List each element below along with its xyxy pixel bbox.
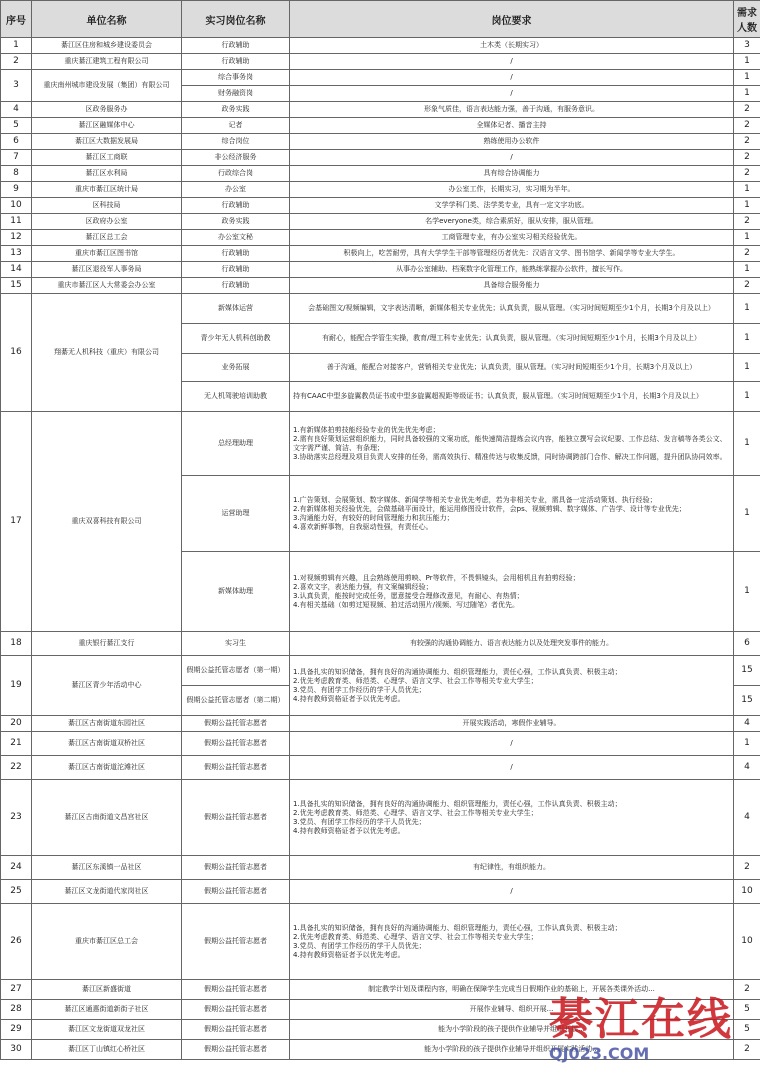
cell-unit: 重庆綦江建筑工程有限公司 <box>32 54 182 70</box>
cell-seq: 2 <box>1 54 32 70</box>
table-row <box>1 214 760 230</box>
cell-requirements <box>290 632 734 656</box>
cell-requirements <box>290 732 734 756</box>
cell-unit: 重庆南州城市建设发展（集团）有限公司 <box>32 70 182 102</box>
requirement-line: 3.认真负责，能按时完成任务，愿意接受合理修改意见，有耐心、有热情； <box>293 591 524 600</box>
cell-unit: 区科技局 <box>32 198 182 214</box>
cell-count: 1 <box>734 354 760 382</box>
cell-seq: 27 <box>1 980 32 1000</box>
cell-count: 2 <box>734 980 760 1000</box>
cell-count: 4 <box>734 756 760 780</box>
requirement-line: 积极向上，吃苦耐劳，具有大学学生干部等管理经历者优先：汉语言文学、图书馆学、新闻学等专业大学生。 <box>343 249 680 257</box>
cell-requirements <box>290 904 734 980</box>
cell-requirements <box>290 182 734 198</box>
table-row <box>1 166 760 182</box>
cell-count: 4 <box>734 780 760 856</box>
cell-unit: 綦江区融媒体中心 <box>32 118 182 134</box>
table-row <box>1 716 760 732</box>
cell-seq: 7 <box>1 150 32 166</box>
cell-unit: 綦江区古南街道双桥社区 <box>32 732 182 756</box>
table-row <box>1 230 760 246</box>
requirement-line: 4.持有教师资格证者予以优先考虑。 <box>293 694 405 703</box>
cell-position: 办公室文秘 <box>182 230 290 246</box>
cell-requirements <box>290 214 734 230</box>
cell-unit: 重庆市綦江区图书馆 <box>32 246 182 262</box>
cell-requirements <box>290 382 734 412</box>
header-seq: 序号 <box>1 1 32 38</box>
cell-requirements <box>290 38 734 54</box>
requirement-line: 具备综合服务能力 <box>483 281 540 289</box>
cell-unit: 重庆双喜科技有限公司 <box>32 412 182 632</box>
table-row <box>1 118 760 134</box>
cell-requirements <box>290 166 734 182</box>
requirement-line: 工商管理专业，有办公室实习相关经验优先。 <box>441 233 582 241</box>
cell-count: 1 <box>734 262 760 278</box>
cell-position: 假期公益托管志愿者 <box>182 756 290 780</box>
cell-count: 15 <box>734 656 760 686</box>
cell-seq: 26 <box>1 904 32 980</box>
cell-count: 1 <box>734 324 760 354</box>
cell-unit: 綦江区古南街道东园社区 <box>32 716 182 732</box>
cell-count: 5 <box>734 1000 760 1020</box>
cell-count: 2 <box>734 134 760 150</box>
cell-requirements <box>290 476 734 552</box>
cell-unit: 綦江区大数据发展局 <box>32 134 182 150</box>
cell-requirements <box>290 134 734 150</box>
cell-seq: 8 <box>1 166 32 182</box>
cell-count: 2 <box>734 214 760 230</box>
cell-count: 1 <box>734 182 760 198</box>
cell-unit: 区政务服务办 <box>32 102 182 118</box>
table-row <box>1 262 760 278</box>
table-row <box>1 780 760 856</box>
cell-requirements <box>290 1040 734 1060</box>
watermark-brand: 綦江在线 <box>549 994 733 1045</box>
cell-unit: 重庆市綦江区人大常委会办公室 <box>32 278 182 294</box>
cell-count: 2 <box>734 1040 760 1060</box>
cell-count: 2 <box>734 246 760 262</box>
requirement-line: 1.对视频剪辑有兴趣，且会熟练使用剪映、Pr等软件，不畏惧镜头，会用相机且有拍剪经验； <box>293 573 580 582</box>
cell-position: 政务实践 <box>182 214 290 230</box>
cell-seq: 5 <box>1 118 32 134</box>
cell-requirements <box>290 324 734 354</box>
table-row <box>1 732 760 756</box>
cell-requirements <box>290 230 734 246</box>
requirement-line: 形象气质佳，语言表达能力强，善于沟通，有服务意识。 <box>424 105 599 113</box>
requirement-line: 具有综合协调能力 <box>483 169 540 177</box>
requirement-line: 3.党员、有团学工作经历的学干人员优先； <box>293 817 426 826</box>
requirement-line: 2.优先考虑教育类、师范类、心理学、语言文学、社会工作等相关专业大学生； <box>293 932 538 941</box>
cell-requirements <box>290 856 734 880</box>
cell-position: 政务实践 <box>182 102 290 118</box>
requirement-line: 2.有新媒体相关经验优先，会做基础平面设计，能运用修图设计软件，会ps、视频剪辑、数字媒体、广告学、设计等专业优先； <box>293 504 686 513</box>
cell-requirements <box>290 294 734 324</box>
cell-seq: 28 <box>1 1000 32 1020</box>
table-row <box>1 656 760 686</box>
cell-seq: 3 <box>1 70 32 102</box>
cell-requirements <box>290 756 734 780</box>
cell-count: 1 <box>734 70 760 86</box>
cell-unit: 綦江区青少年活动中心 <box>32 656 182 716</box>
cell-count: 1 <box>734 86 760 102</box>
requirement-line: 2.优先考虑教育类、师范类、心理学、语言文学、社会工作等相关专业大学生； <box>293 808 538 817</box>
cell-position: 行政辅助 <box>182 262 290 278</box>
header-row <box>1 1 760 38</box>
cell-unit: 綦江区总工会 <box>32 230 182 246</box>
table-row <box>1 182 760 198</box>
cell-requirements <box>290 198 734 214</box>
cell-count: 10 <box>734 904 760 980</box>
table-row <box>1 38 760 54</box>
cell-seq: 15 <box>1 278 32 294</box>
table-row <box>1 54 760 70</box>
cell-position: 行政辅助 <box>182 278 290 294</box>
table-row <box>1 880 760 904</box>
header-position: 实习岗位名称 <box>182 1 290 38</box>
table-row <box>1 856 760 880</box>
cell-count: 4 <box>734 716 760 732</box>
cell-unit: 翔綦无人机科技（重庆）有限公司 <box>32 294 182 412</box>
cell-position: 假期公益托管志愿者 <box>182 716 290 732</box>
cell-seq: 14 <box>1 262 32 278</box>
cell-position: 行政辅助 <box>182 198 290 214</box>
cell-unit: 重庆市綦江区统计局 <box>32 182 182 198</box>
cell-requirements <box>290 54 734 70</box>
header-count: 需求人数 <box>734 1 760 38</box>
cell-position: 记者 <box>182 118 290 134</box>
cell-requirements <box>290 980 734 1000</box>
requirement-line: 2.需有良好策划运营组织能力，同时具备较强的文案功底，能快速简洁提炼会议内容，能独立撰写会议纪要、工作总结、发言稿等各类公文、文字需严谨、简洁、有条理； <box>293 434 727 452</box>
cell-seq: 6 <box>1 134 32 150</box>
requirement-line: 文学学科门类、法学类专业，具有一定文字功底。 <box>434 201 589 209</box>
cell-count: 2 <box>734 102 760 118</box>
cell-count: 2 <box>734 118 760 134</box>
cell-position: 行政综合岗 <box>182 166 290 182</box>
cell-unit: 綦江区水利局 <box>32 166 182 182</box>
requirement-line: 1.具备扎实的知识储备，拥有良好的沟通协调能力、组织管理能力，责任心强，工作认真负责、积极主动； <box>293 799 622 808</box>
table-row <box>1 294 760 324</box>
cell-seq: 21 <box>1 732 32 756</box>
cell-requirements <box>290 716 734 732</box>
cell-unit: 綦江区丁山镇红心桥社区 <box>32 1040 182 1060</box>
requirement-line: 会基础图文/视频编辑，文字表达清晰，新媒体相关专业优先；认真负责，服从管理。（实习时间短期至少1个月，长期3个月及以上） <box>308 304 715 312</box>
cell-unit: 綦江区文龙街道代家岗社区 <box>32 880 182 904</box>
requirement-line: 1.有新媒体拍剪技能经验专业的优先优先考虑； <box>293 425 440 434</box>
table-row <box>1 134 760 150</box>
cell-position: 非公经济服务 <box>182 150 290 166</box>
cell-seq: 10 <box>1 198 32 214</box>
requirement-line: 善于沟通，能配合对接客户，营销相关专业优先；认真负责，服从管理。（实习时间短期至少1个月，长期3个月及以上） <box>326 363 697 371</box>
requirement-line: / <box>510 739 513 747</box>
cell-seq: 24 <box>1 856 32 880</box>
cell-seq: 23 <box>1 780 32 856</box>
cell-seq: 9 <box>1 182 32 198</box>
cell-seq: 17 <box>1 412 32 632</box>
requirement-line: / <box>510 57 513 65</box>
requirement-line: 有纪律性，有组织能力。 <box>473 863 550 871</box>
cell-count: 1 <box>734 382 760 412</box>
requirement-line: 从事办公室辅助、档案数字化管理工作，能熟练掌握办公软件，擅长写作。 <box>396 265 627 273</box>
cell-position: 假期公益托管志愿者（第一期） <box>182 656 290 686</box>
cell-position: 新媒体助理 <box>182 552 290 632</box>
cell-position: 假期公益托管志愿者 <box>182 732 290 756</box>
cell-position: 业务拓展 <box>182 354 290 382</box>
requirement-line: 持有CAAC中型多旋翼教员证书或中型多旋翼超视距等级证书；认真负责，服从管理。（实习时间短期至少1个月，长期3个月及以上） <box>293 392 703 400</box>
cell-seq: 18 <box>1 632 32 656</box>
table-row <box>1 1020 760 1040</box>
cell-count: 2 <box>734 166 760 182</box>
cell-seq: 4 <box>1 102 32 118</box>
cell-position: 新媒体运营 <box>182 294 290 324</box>
cell-unit: 綦江区东溪镇一品社区 <box>32 856 182 880</box>
requirement-line: 4.持有教师资格证者予以优先考虑。 <box>293 950 405 959</box>
cell-unit: 綦江区通惠街道新街子社区 <box>32 1000 182 1020</box>
cell-unit: 重庆市綦江区总工会 <box>32 904 182 980</box>
requirement-line: 名学everyone类，综合素质好，服从安排，服从管理。 <box>425 217 598 225</box>
cell-position: 行政辅助 <box>182 38 290 54</box>
cell-seq: 20 <box>1 716 32 732</box>
cell-count: 2 <box>734 150 760 166</box>
cell-seq: 30 <box>1 1040 32 1060</box>
cell-seq: 22 <box>1 756 32 780</box>
cell-position: 假期公益托管志愿者 <box>182 1000 290 1020</box>
cell-position: 青少年无人机科创助教 <box>182 324 290 354</box>
cell-requirements <box>290 102 734 118</box>
cell-seq: 11 <box>1 214 32 230</box>
cell-position: 假期公益托管志愿者 <box>182 780 290 856</box>
table-row <box>1 904 760 980</box>
requirement-line: 1.具备扎实的知识储备，拥有良好的沟通协调能力、组织管理能力，责任心强，工作认真负责、积极主动； <box>293 667 622 676</box>
cell-position: 假期公益托管志愿者 <box>182 980 290 1000</box>
cell-requirements <box>290 552 734 632</box>
cell-requirements <box>290 880 734 904</box>
cell-requirements <box>290 1020 734 1040</box>
cell-count: 1 <box>734 412 760 476</box>
requirement-line: 4.持有教师资格证者予以优先考虑。 <box>293 826 405 835</box>
requirement-line: 开展作业辅导、组织开展... <box>469 1005 554 1013</box>
table-row <box>1 412 760 476</box>
watermark-url: QJ023.COM <box>549 1044 650 1063</box>
requirement-line: 1.广告策划、会展策划、数字媒体、新闻学等相关专业优先考虑，若为非相关专业，需具备一定活动策划、执行经验； <box>293 495 657 504</box>
requirement-line: 全媒体记者、播音主持 <box>476 121 547 129</box>
cell-requirements <box>290 150 734 166</box>
cell-unit: 重庆银行綦江支行 <box>32 632 182 656</box>
table-row <box>1 632 760 656</box>
cell-unit: 綦江区古南街道沱滩社区 <box>32 756 182 780</box>
requirement-line: 土木类（长期实习） <box>480 41 543 49</box>
cell-position: 假期公益托管志愿者 <box>182 856 290 880</box>
cell-count: 2 <box>734 856 760 880</box>
cell-seq: 13 <box>1 246 32 262</box>
cell-position: 总经理助理 <box>182 412 290 476</box>
cell-position: 办公室 <box>182 182 290 198</box>
cell-requirements <box>290 246 734 262</box>
requirement-line: 有较强的沟通协调能力、语言表达能力以及处理突发事件的能力。 <box>410 639 613 647</box>
table-row <box>1 278 760 294</box>
table-row <box>1 70 760 86</box>
requirement-line: 开展实践活动，寒假作业辅导。 <box>462 719 561 727</box>
requirement-line: / <box>510 89 513 97</box>
cell-position: 行政辅助 <box>182 246 290 262</box>
cell-requirements <box>290 278 734 294</box>
table-row <box>1 198 760 214</box>
requirement-line: 3.党员、有团学工作经历的学干人员优先； <box>293 941 426 950</box>
cell-count: 15 <box>734 686 760 716</box>
cell-count: 1 <box>734 198 760 214</box>
table-row <box>1 102 760 118</box>
requirement-line: 熟练使用办公软件 <box>483 137 540 145</box>
requirement-line: 制定教学计划及课程内容，明确在保障学生完成当日假期作业的基础上，开展各类课外活动... <box>368 985 655 993</box>
cell-position: 财务融资岗 <box>182 86 290 102</box>
cell-count: 5 <box>734 1020 760 1040</box>
cell-count: 10 <box>734 880 760 904</box>
cell-seq: 16 <box>1 294 32 412</box>
cell-position: 假期公益托管志愿者 <box>182 1040 290 1060</box>
cell-position: 无人机驾驶培训助教 <box>182 382 290 412</box>
cell-count: 3 <box>734 38 760 54</box>
cell-seq: 25 <box>1 880 32 904</box>
requirement-line: 能为小学阶段的孩子提供作业辅导并组织开展实践活动... <box>424 1045 599 1053</box>
requirement-line: 4.喜欢新鲜事物，自我驱动性强，有责任心。 <box>293 522 433 531</box>
requirement-line: 3.沟通能力好，有较好的时间管理能力和抗压能力； <box>293 513 454 522</box>
requirement-line: 有耐心，能配合学管生实操，教育/理工科专业优先；认真负责，服从管理。（实习时间短期至少1个月，长期3个月及以上） <box>322 334 701 342</box>
cell-seq: 19 <box>1 656 32 716</box>
requirement-line: 2.喜欢文字，表达能力强，有文案编辑经验； <box>293 582 433 591</box>
requirement-line: 3.党员、有团学工作经历的学干人员优先； <box>293 685 426 694</box>
cell-unit: 綦江区新盛街道 <box>32 980 182 1000</box>
header-unit: 单位名称 <box>32 1 182 38</box>
cell-position: 实习生 <box>182 632 290 656</box>
cell-unit: 綦江区工商联 <box>32 150 182 166</box>
cell-requirements <box>290 412 734 476</box>
cell-position: 综合事务岗 <box>182 70 290 86</box>
cell-position: 运营助理 <box>182 476 290 552</box>
cell-count: 2 <box>734 278 760 294</box>
table-row <box>1 150 760 166</box>
requirement-line: 1.具备扎实的知识储备，拥有良好的沟通协调能力、组织管理能力，责任心强，工作认真负责、积极主动； <box>293 923 622 932</box>
table-row <box>1 246 760 262</box>
requirement-line: 办公室工作，长期实习，实习期为半年。 <box>448 185 575 193</box>
table-row <box>1 756 760 780</box>
cell-unit: 綦江区退役军人事务局 <box>32 262 182 278</box>
cell-requirements <box>290 70 734 86</box>
cell-count: 6 <box>734 632 760 656</box>
cell-requirements <box>290 1000 734 1020</box>
cell-unit: 綦江区古南街道文昌宫社区 <box>32 780 182 856</box>
cell-requirements <box>290 656 734 716</box>
cell-position: 假期公益托管志愿者 <box>182 880 290 904</box>
cell-count: 1 <box>734 732 760 756</box>
requirement-line: / <box>510 763 513 771</box>
cell-position: 假期公益托管志愿者 <box>182 904 290 980</box>
cell-count: 1 <box>734 294 760 324</box>
cell-position: 假期公益托管志愿者（第二期） <box>182 686 290 716</box>
table-row <box>1 980 760 1000</box>
cell-requirements <box>290 262 734 278</box>
requirement-line: 4.有相关基础（如剪过短视频、拍过活动照片/视频、写过随笔）者优先。 <box>293 600 520 609</box>
cell-seq: 29 <box>1 1020 32 1040</box>
requirement-line: 3.协助落实总经理及项目负责人安排的任务，需高效执行、精准传达与收集反馈，同时协调跨部门合作、解决工作问题，提升团队协同效率。 <box>293 452 727 461</box>
cell-seq: 12 <box>1 230 32 246</box>
requirement-line: / <box>510 73 513 81</box>
cell-position: 假期公益托管志愿者 <box>182 1020 290 1040</box>
requirement-line: / <box>510 887 513 895</box>
cell-requirements <box>290 118 734 134</box>
header-requirements: 岗位要求 <box>290 1 734 38</box>
cell-position: 行政辅助 <box>182 54 290 70</box>
requirement-line: 能为小学阶段的孩子提供作业辅导并组织开展... <box>438 1025 585 1033</box>
requirement-line: 2.优先考虑教育类、师范类、心理学、语言文学、社会工作等相关专业大学生； <box>293 676 538 685</box>
cell-unit: 区政府办公室 <box>32 214 182 230</box>
table-row <box>1 1040 760 1060</box>
cell-unit: 綦江区住房和城乡建设委员会 <box>32 38 182 54</box>
cell-seq: 1 <box>1 38 32 54</box>
table-row <box>1 1000 760 1020</box>
cell-requirements <box>290 780 734 856</box>
cell-count: 1 <box>734 230 760 246</box>
cell-position: 综合岗位 <box>182 134 290 150</box>
cell-requirements <box>290 354 734 382</box>
cell-count: 1 <box>734 54 760 70</box>
requirement-line: / <box>510 153 513 161</box>
cell-count: 1 <box>734 552 760 632</box>
cell-requirements <box>290 86 734 102</box>
cell-unit: 綦江区文龙街道双龙社区 <box>32 1020 182 1040</box>
cell-count: 1 <box>734 476 760 552</box>
